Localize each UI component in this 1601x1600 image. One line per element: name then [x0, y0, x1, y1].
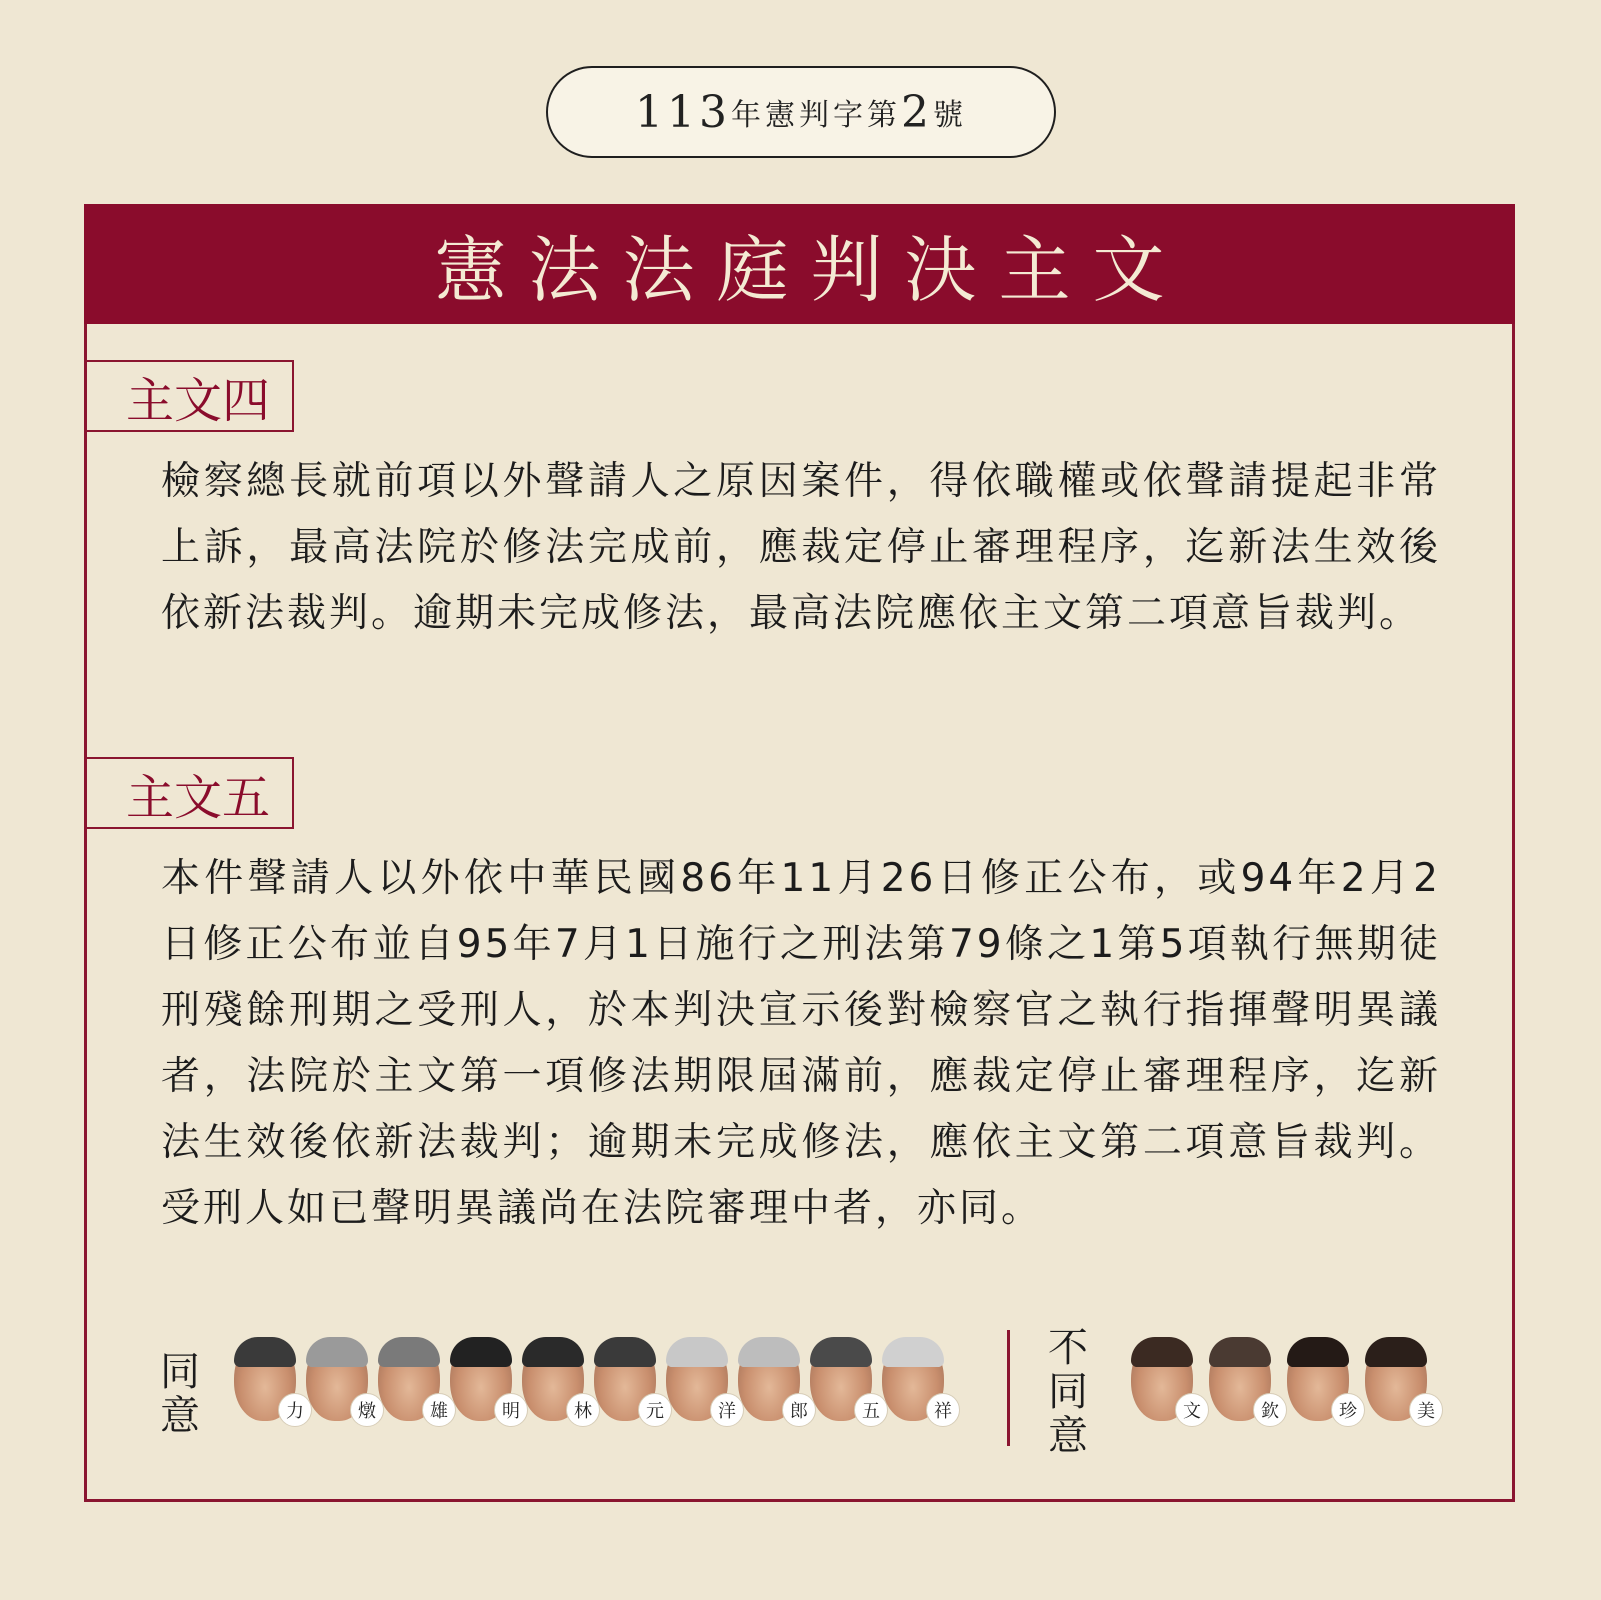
case-number: 2	[900, 86, 933, 138]
page-title: 憲法法庭判決主文	[84, 204, 1515, 324]
portrait-hair	[306, 1337, 368, 1367]
section-label-5: 主文五	[84, 757, 294, 829]
section-label-4: 主文四	[84, 360, 294, 432]
justice-portrait	[738, 1337, 812, 1429]
agree-label: 同意	[160, 1349, 200, 1439]
justice-name-badge: 雄	[422, 1393, 456, 1427]
justice-name-badge: 力	[278, 1393, 312, 1427]
case-number-badge	[546, 66, 1056, 158]
disagree-label: 不同意	[1048, 1325, 1088, 1459]
justice-portrait	[1365, 1337, 1439, 1429]
justice-portrait	[1131, 1337, 1205, 1429]
portrait-hair	[666, 1337, 728, 1367]
section-text-5: 本件聲請人以外依中華民國86年11月26日修正公布，或94年2月2日修正公布並自95年7月1日施行之刑法第79條之1第5項執行無期徒刑殘餘刑期之受刑人，於本判決宣示後對檢察官之執行指揮聲明異議者，法院於主文第一項修法期限屆滿前，應裁定停止審理程序，迄新法生效後依新法裁判；逾期未完成修法，應依主文第二項意旨裁判。受刑人如已聲明異議尚在法院審理中者，亦同。	[161, 856, 1441, 1231]
justice-name-badge: 文	[1175, 1393, 1209, 1427]
justice-name-badge: 欽	[1253, 1393, 1287, 1427]
portrait-hair	[1365, 1337, 1427, 1367]
justice-portrait	[882, 1337, 956, 1429]
portrait-hair	[738, 1337, 800, 1367]
justice-name-badge: 元	[638, 1393, 672, 1427]
justice-portrait	[810, 1337, 884, 1429]
justice-portrait	[234, 1337, 308, 1429]
portrait-hair	[450, 1337, 512, 1367]
portrait-hair	[594, 1337, 656, 1367]
case-year: 113	[635, 86, 731, 138]
justice-portrait	[306, 1337, 380, 1429]
case-number-suffix: 號	[932, 98, 967, 133]
justice-portrait	[666, 1337, 740, 1429]
justice-name-badge: 洋	[710, 1393, 744, 1427]
justice-portrait	[1209, 1337, 1283, 1429]
justice-name-badge: 五	[854, 1393, 888, 1427]
portrait-hair	[810, 1337, 872, 1367]
portrait-hair	[1287, 1337, 1349, 1367]
justice-portrait	[378, 1337, 452, 1429]
justice-name-badge: 珍	[1331, 1393, 1365, 1427]
justice-portrait	[450, 1337, 524, 1429]
justice-portrait	[1287, 1337, 1361, 1429]
justice-name-badge: 林	[566, 1393, 600, 1427]
portrait-hair	[1131, 1337, 1193, 1367]
vote-divider	[1007, 1330, 1010, 1446]
case-year-suffix: 年憲判字第	[730, 98, 901, 133]
justice-name-badge: 燉	[350, 1393, 384, 1427]
justice-portrait	[594, 1337, 668, 1429]
justice-name-badge: 明	[494, 1393, 528, 1427]
justice-portrait	[522, 1337, 596, 1429]
portrait-hair	[378, 1337, 440, 1367]
justice-name-badge: 祥	[926, 1393, 960, 1427]
justice-name-badge: 美	[1409, 1393, 1443, 1427]
justice-name-badge: 郎	[782, 1393, 816, 1427]
portrait-hair	[522, 1337, 584, 1367]
portrait-hair	[234, 1337, 296, 1367]
section-text-4: 檢察總長就前項以外聲請人之原因案件，得依職權或依聲請提起非常上訴，最高法院於修法完成前，應裁定停止審理程序，迄新法生效後依新法裁判。逾期未完成修法，最高法院應依主文第二項意旨裁判。	[161, 459, 1441, 636]
portrait-hair	[1209, 1337, 1271, 1367]
portrait-hair	[882, 1337, 944, 1367]
